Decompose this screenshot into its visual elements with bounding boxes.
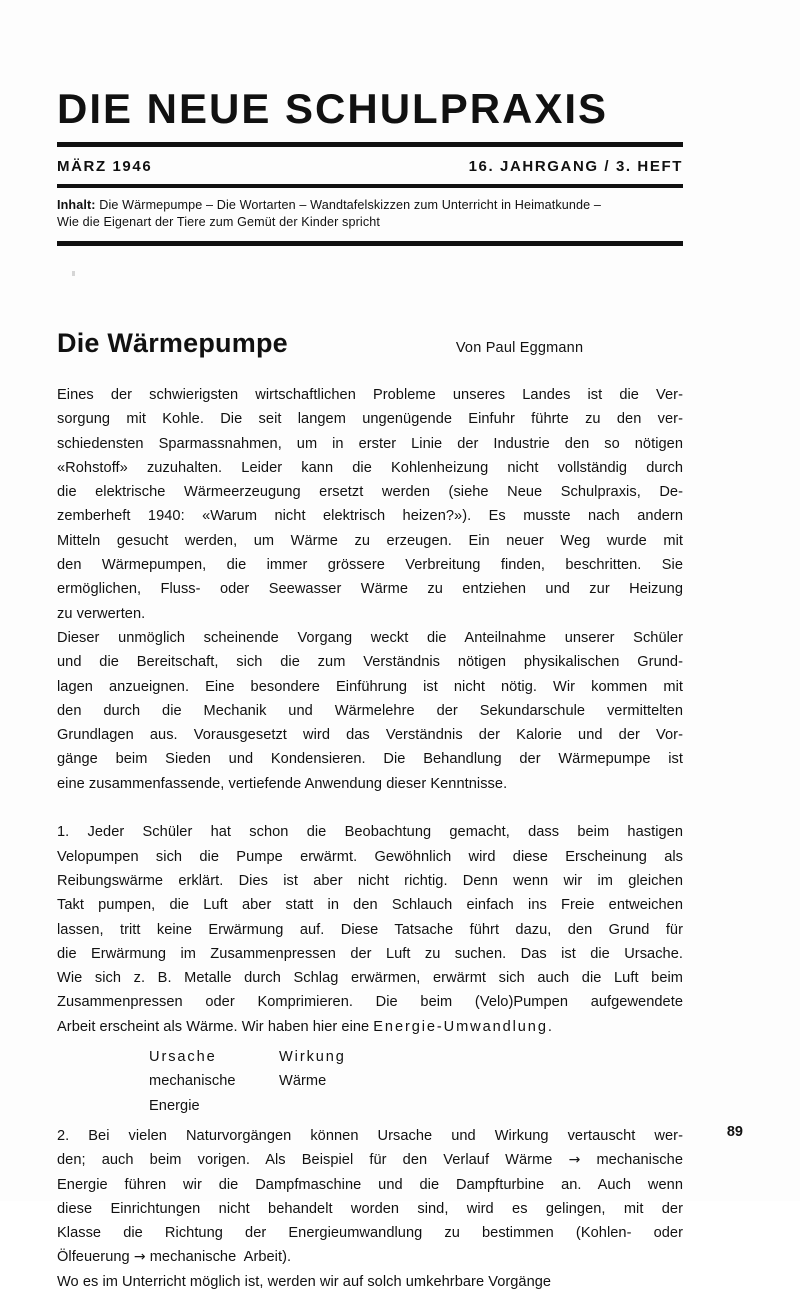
emphasis-energy-umwandlung: Energie-Umwandlung. — [373, 1018, 554, 1035]
text-fragment: mechanische Arbeit). — [149, 1249, 292, 1266]
text-line: «Rohstoff» zuzuhalten. Leider kann die Kohlenheizung nicht vollständig durch — [57, 459, 683, 476]
text-line: Wo es im Unterricht möglich ist, werden wir auf solch umkehrbare Vorgänge — [57, 1273, 552, 1290]
table-of-contents — [57, 197, 683, 231]
text-fragment: Arbeit erscheint als Wärme. Wir haben hier eine — [57, 1018, 374, 1035]
article-header — [57, 328, 683, 359]
masthead-rule — [57, 142, 683, 147]
page-number: 89 — [726, 1124, 743, 1140]
text-line: Grundlagen aus. Vorausgesetzt wird das Verständnis der Kalorie und der Vor- — [57, 727, 683, 744]
toc-line-1: Die Wärmepumpe – Die Wortarten – Wandtafelskizzen zum Unterricht in Heimatkunde – — [99, 198, 602, 212]
text-line: die elektrische Wärmeerzeugung ersetzt werden (siehe Neue Schulpraxis, De- — [57, 484, 683, 501]
text-fragment: Ölfeuerung — [57, 1249, 130, 1266]
text-line: und die Bereitschaft, sich die zum Verständnis nötigen physikalischen Grund- — [57, 654, 683, 671]
text-line: eine zusammenfassende, vertiefende Anwendung dieser Kenntnisse. — [57, 775, 508, 792]
article-body — [57, 383, 683, 1294]
masthead-title: DIE NEUE SCHULPRAXIS — [57, 85, 609, 132]
text-line: Zusammenpressen oder Komprimieren. Die beim (Velo)Pumpen aufgewendete — [57, 994, 683, 1011]
text-line: sorgung mit Kohle. Die seit langem ungenügende Einfuhr führte zu den ver- — [57, 411, 683, 428]
text-line: Dieser unmöglich scheinende Vorgang weckt die Anteilnahme unserer Schüler — [57, 629, 683, 646]
text-line: lassen, tritt keine Erwärmung auf. Diese Tatsache führt dazu, den Grund für — [57, 921, 683, 938]
toc-rule — [57, 241, 683, 246]
text-line: den Wärmepumpen, die immer grössere Verbreitung finden, beschritten. Sie — [57, 557, 683, 574]
text-fragment: den; auch beim vorigen. Als Beispiel für den Verlauf Wärme — [57, 1152, 553, 1169]
text-line: 1. Jeder Schüler hat schon die Beobachtung gemacht, dass beim hastigen — [57, 824, 683, 841]
text-line: Energie führen wir die Dampfmaschine und die Dampfturbine an. Auch wenn — [57, 1176, 683, 1193]
text-line: die Erwärmung im Zusammenpressen der Luft zu suchen. Das ist die Ursache. — [57, 945, 683, 962]
article-author: Von Paul Eggmann — [455, 340, 584, 356]
text-line: Takt pumpen, die Luft aber statt in den Schlauch einfach ins Freie entweichen — [57, 897, 683, 914]
text-line: den durch die Mechanik und Wärmelehre der Sekundarschule vermittelten — [57, 702, 683, 719]
text-fragment: mechanische — [596, 1152, 683, 1169]
text-line-emphasis — [57, 1015, 683, 1039]
page-content — [57, 0, 683, 1294]
text-line: Mitteln gesucht werden, um Wärme zu erzeugen. Ein neuer Weg wurde mit — [57, 532, 683, 549]
text-line: gänge beim Sieden und Kondensieren. Die Behandlung der Wärmepumpe ist — [57, 751, 683, 768]
text-line: schiedensten Sparmassnahmen, um in erster Linie der Industrie den so nötigen — [57, 435, 683, 452]
text-line: Reibungswärme erklärt. Dies ist aber nicht richtig. Denn wenn wir im gleichen — [57, 872, 683, 889]
text-line: Velopumpen sich die Pumpe erwärmt. Gewöhnlich wird diese Erscheinung als — [57, 848, 683, 865]
text-line: 2. Bei vielen Naturvorgängen können Ursache und Wirkung vertauscht wer- — [57, 1127, 683, 1144]
text-line: diese Einrichtungen nicht behandelt worden sind, wird es gelingen, mit der — [57, 1200, 683, 1217]
table-row — [57, 1045, 683, 1069]
issue-volume: 16. JAHRGANG / 3. HEFT — [468, 158, 683, 175]
effect-header: Wirkung — [279, 1049, 346, 1066]
paragraph-4 — [57, 1124, 683, 1294]
text-line: Klasse die Richtung der Energieumwandlung zu bestimmen (Kohlen- oder — [57, 1225, 683, 1242]
table-row — [57, 1069, 683, 1118]
toc-label: Inhalt: — [57, 198, 96, 212]
text-line: Eines der schwierigsten wirtschaftlichen Probleme unseres Landes ist die Ver- — [57, 387, 683, 403]
toc-line-2: Wie die Eigenart der Tiere zum Gemüt der Kinder spricht — [57, 215, 380, 229]
paragraph-spacer — [57, 796, 683, 820]
cause-value: mechanische Energie — [149, 1073, 236, 1114]
cause-header: Ursache — [149, 1049, 217, 1066]
text-line-with-arrow — [57, 1245, 683, 1269]
right-arrow-icon: → — [133, 1249, 146, 1266]
text-line: zu verwerten. — [57, 605, 146, 622]
paragraph-1 — [57, 383, 683, 626]
issue-line — [57, 158, 683, 175]
text-line: ermöglichen, Fluss- oder Seewasser Wärme zu entziehen und zur Heizung — [57, 581, 683, 598]
text-line: Wie sich z. B. Metalle durch Schlag erwärmen, erwärmt sich auch die Luft beim — [57, 970, 683, 987]
issue-rule — [57, 184, 683, 188]
paragraph-3 — [57, 820, 683, 1039]
issue-date: MÄRZ 1946 — [57, 158, 153, 175]
cause-effect-table — [57, 1045, 683, 1118]
text-line-with-arrow — [57, 1148, 683, 1172]
right-arrow-icon: → — [568, 1152, 581, 1169]
paragraph-2 — [57, 626, 683, 796]
text-line: zemberheft 1940: «Warum nicht elektrisch heizen?»). Es musste nach andern — [57, 508, 683, 525]
effect-value: Wärme — [279, 1073, 327, 1090]
text-line: lagen anzueignen. Eine besondere Einführung ist nicht nötig. Wir kommen mit — [57, 678, 683, 695]
article-title: Die Wärmepumpe — [57, 328, 288, 358]
